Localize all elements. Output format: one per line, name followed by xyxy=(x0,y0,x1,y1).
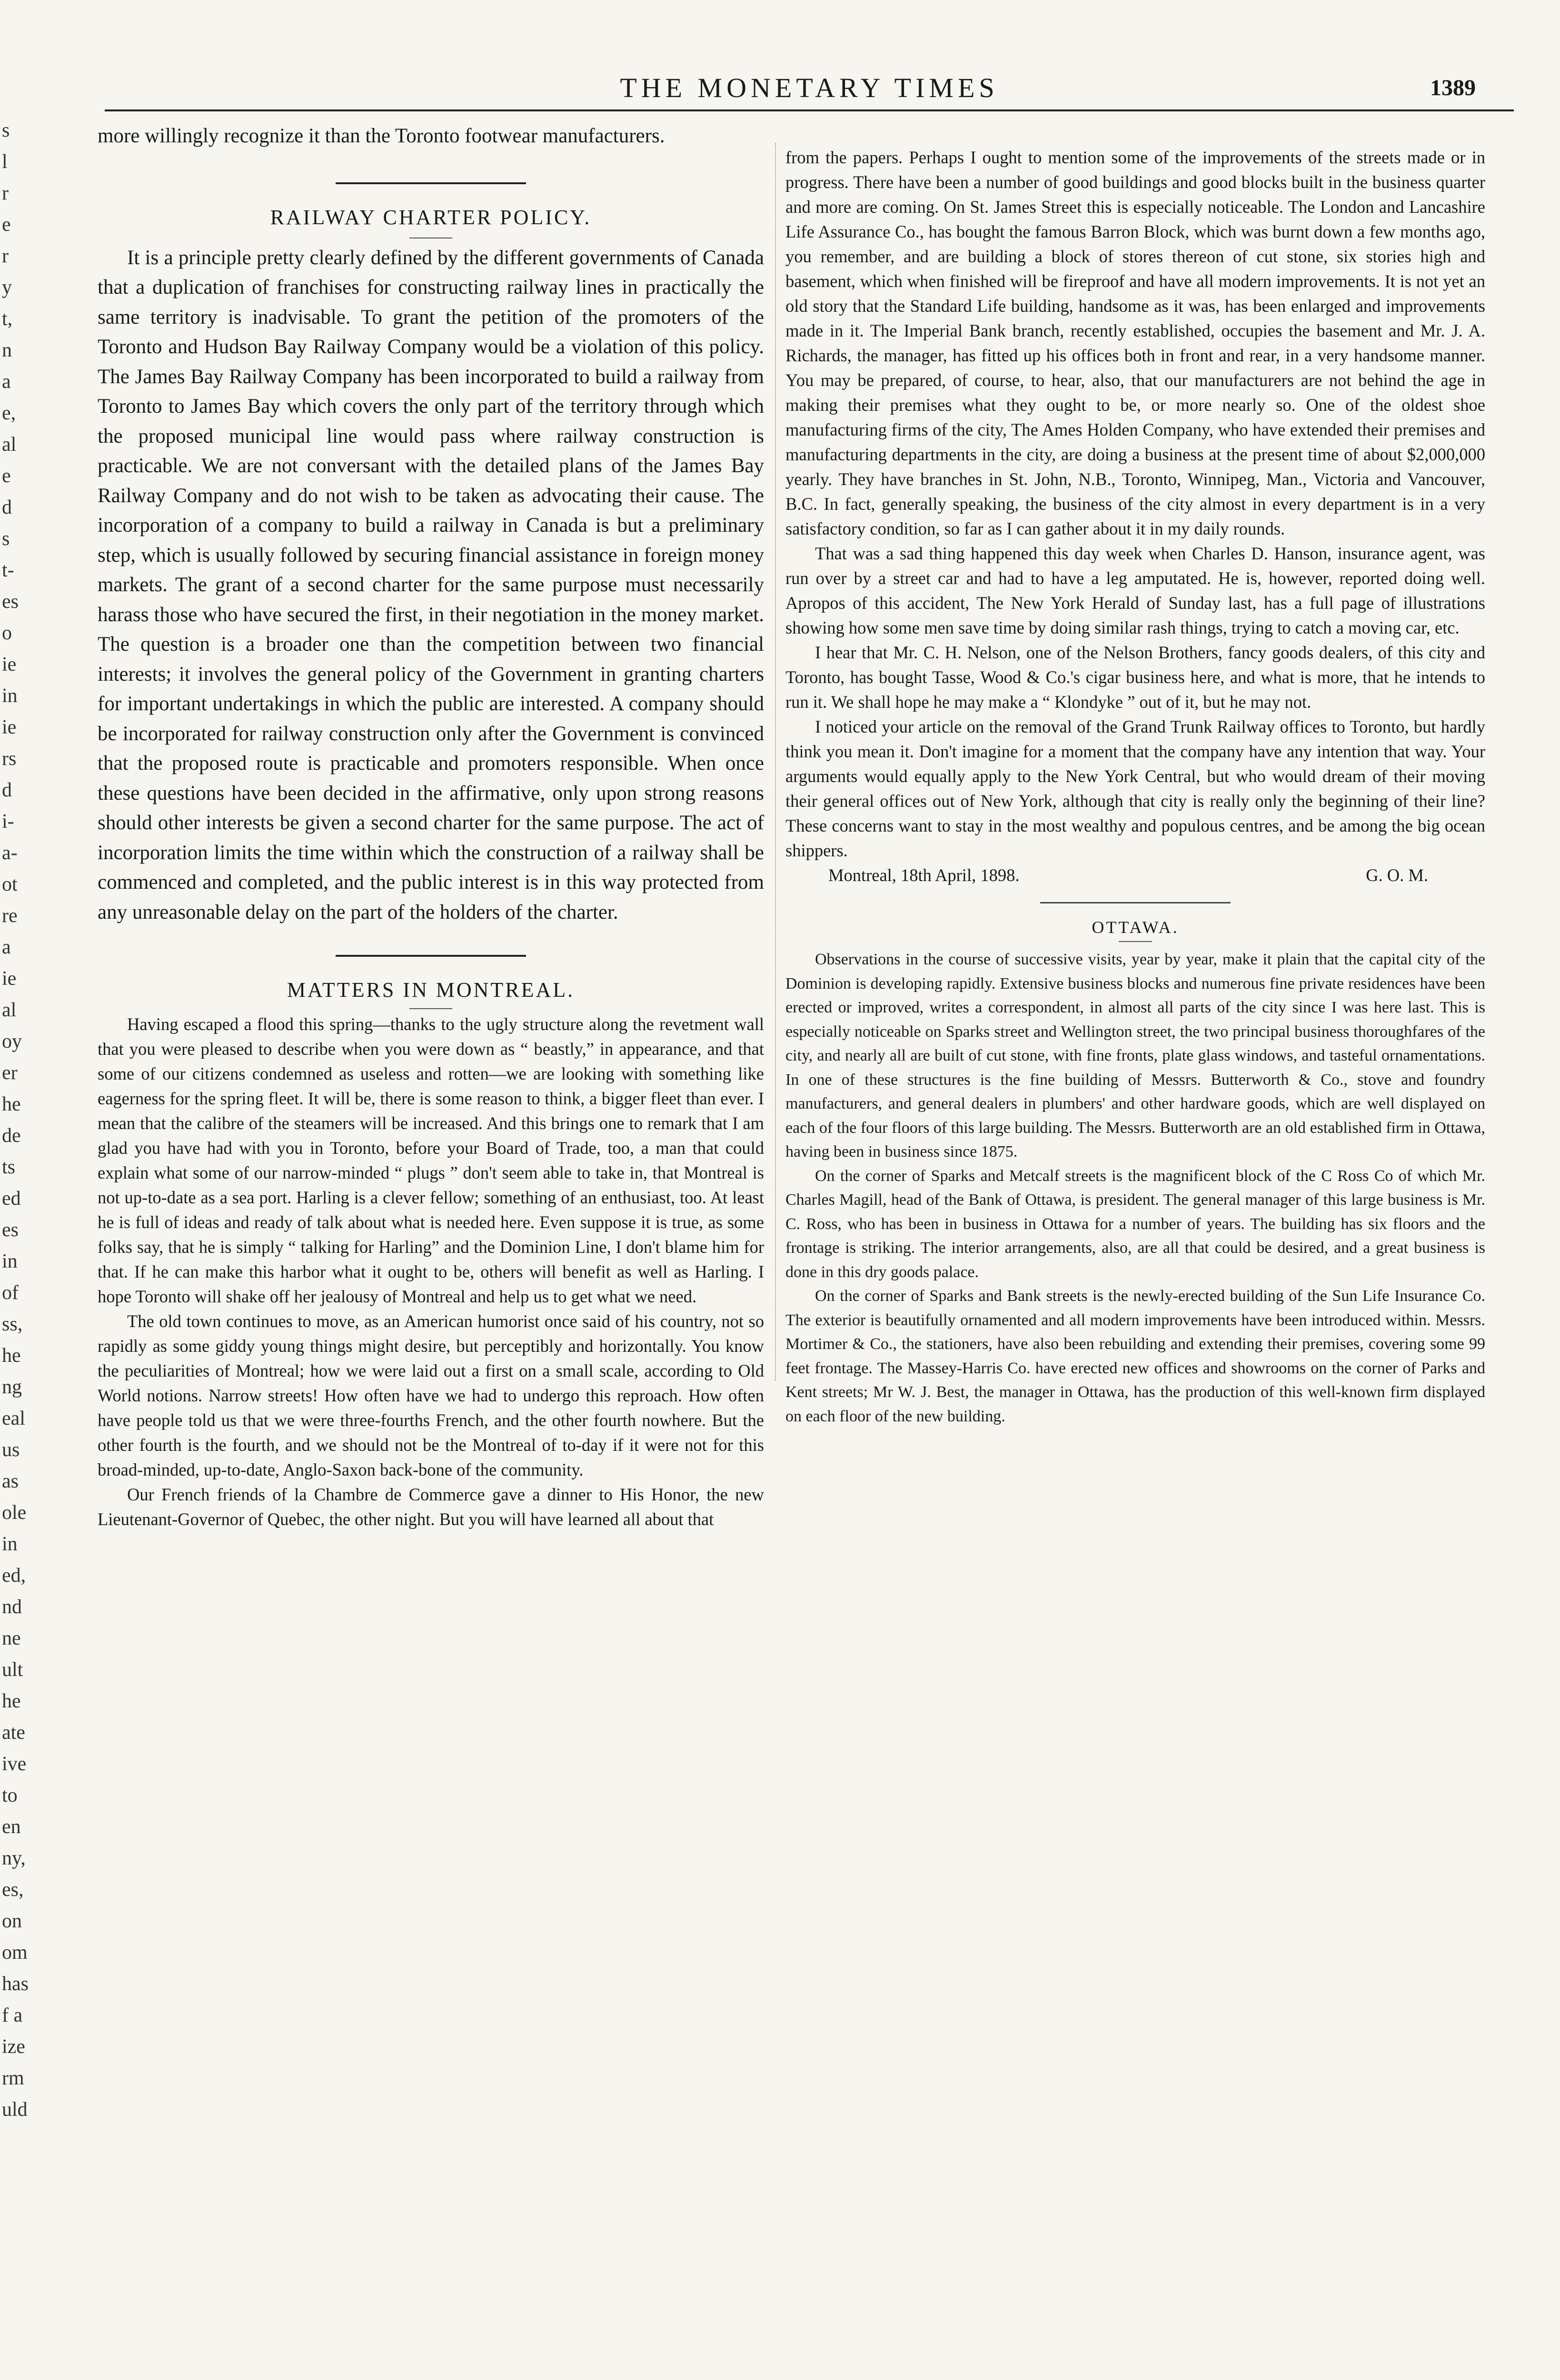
ottawa-paragraph: On the corner of Sparks and Metcalf streets is the magnificent block of the C Ross Co of which Mr. Charles Magill, head of the Bank of Ottawa, is president. The general manager of this large business is Mr. C. Ross, who has been in business in Ottawa for a number of years. The building has six floors and the frontage is striking. The interior arrangements, also, are all that could be desired, and a great business is done in this dry goods palace. xyxy=(785,1167,1485,1281)
margin-fragment: rm xyxy=(2,2067,24,2089)
margin-fragment: ed, xyxy=(2,1565,26,1587)
margin-fragment: to xyxy=(2,1785,18,1806)
margin-fragment: al xyxy=(2,999,17,1021)
ottawa-paragraph: On the corner of Sparks and Bank streets is the newly-erected building of the Sun Life Insurance Co. The exterior is beautifully ornamented and all modern improvements have been introduced within. Messrs. Mortimer & Co., the stationers, have also been rebuilding and extending their premises, covering some 99 feet frontage. The Massey-Harris Co. have erected new offices and showrooms on the corner of Parks and Kent streets; Mr W. J. Best, the manager in Ottawa, has the production of this well-known firm displayed on each floor of the new building. xyxy=(785,1287,1485,1425)
margin-fragment: of xyxy=(2,1282,19,1304)
margin-fragment: us xyxy=(2,1439,20,1461)
margin-fragment: ny, xyxy=(2,1847,26,1869)
ottawa-paragraph: Observations in the course of successive visits, year by year, make it plain that the capital city of the Dominion is developing rapidly. Extensive business blocks and numerous fine private residences have been erected or improved, writes a correspondent, in almost all parts of the city since I was here last. This is especially noticeable on Sparks street and Wellington street, the two principal business thoroughfares of the city, and nearly all are built of cut stone, with fine fronts, plate glass windows, and tasteful ornamentations. In one of these structures is the fine building of Messrs. Butterworth & Co., stove and foundry manufacturers, and general dealers in plumbers' and other hardware goods, which are well displayed on each of the four floors of this large building. The Messrs. Butterworth are an old established firm in Ottawa, having been in business since 1875. xyxy=(785,951,1485,1160)
margin-fragment: es xyxy=(2,1219,19,1241)
page-number: 1389 xyxy=(1430,75,1476,100)
margin-fragment: ot xyxy=(2,873,18,895)
margin-fragment: a xyxy=(2,936,11,958)
margin-fragment: om xyxy=(2,1942,28,1964)
margin-fragment: ie xyxy=(2,968,17,990)
margin-fragment: t, xyxy=(2,308,13,330)
margin-fragment: ng xyxy=(2,1376,22,1398)
margin-fragment: ult xyxy=(2,1659,23,1681)
margin-fragment: oy xyxy=(2,1031,22,1052)
margin-fragment: d xyxy=(2,496,12,518)
signature-initials: G. O. M. xyxy=(1366,865,1428,885)
margin-fragment: l xyxy=(2,151,8,173)
montreal-continued-paragraph: from the papers. Perhaps I ought to mention some of the improvements of the streets made or in progress. There have been a number of good buildings and good blocks built in the business quarter and more are coming. On St. James Street this is especially noticeable. The London and Lancashire Life Assurance Co., has bought the famous Barron Block, which was burnt down a few months ago, you remember, and are building a block of stores thereon of cut stone, six stories high and basement, which when finished will be fireproof and have all modern improvements. It is not yet an old story that the Standard Life building, handsome as it was, has been enlarged and improvements made in it. The Imperial Bank branch, recently established, occupies the basement and Mr. J. A. Richards, the manager, has fitted up his offices both in front and rear, in a very handsome manner. You may be prepared, of course, to hear, also, that our manufacturers are not behind the age in making their premises what they ought to be, or more nearly so. One of the oldest shoe manufacturing firms of the city, The Ames Holden Company, who have extended their premises and manufacturing departments in the city, are doing a business at the present time of about $2,000,000 yearly. They have branches in St. John, N.B., Toronto, Winnipeg, Man., Victoria and Vancouver, B.C. In fact, generally speaking, the business of the city almost in every department is in a very satisfactory condition, so far as I can gather about it in my daily rounds. xyxy=(785,148,1485,538)
margin-fragment: y xyxy=(2,277,12,298)
margin-fragment: nd xyxy=(2,1596,22,1618)
margin-fragment: re xyxy=(2,905,18,927)
column-divider xyxy=(775,143,776,1380)
signature-line xyxy=(785,863,1485,888)
margin-fragment: eal xyxy=(2,1408,25,1429)
railway-title: RAILWAY CHARTER POLICY. xyxy=(270,205,592,229)
margin-fragment: ive xyxy=(2,1753,27,1775)
margin-fragment: ie xyxy=(2,654,17,675)
margin-fragment: s xyxy=(2,119,10,141)
right-column xyxy=(785,121,1485,1428)
margin-fragment: on xyxy=(2,1910,22,1932)
masthead: THE MONETARY TIMES xyxy=(620,72,999,103)
margin-fragment: ize xyxy=(2,2036,25,2058)
railway-paragraph: It is a principle pretty clearly defined by the different governments of Canada that a duplication of franchises for constructing railway lines in practically the same territory is inadvisable. To grant the petition of the promoters of the Toronto and Hudson Bay Railway Company would be a violation of this policy. The James Bay Railway Company has been incorporated to build a railway from Toronto to James Bay which covers the only part of the territory through which the proposed municipal line would pass where railway construction is practicable. We are not conversant with the detailed plans of the James Bay Railway Company and do not wish to be taken as advocating their cause. The incorporation of a company to build a railway in Canada is but a preliminary step, which is usually followed by securing financial assistance in foreign money markets. The grant of a second charter for the same purpose must necessarily harass those who have secured the first, in their negotiation in the money market. The question is a broader one than the competition between two financial interests; it involves the general policy of the Government in granting charters for important undertakings in which the public are interested. A company should be incorporated for railway construction only after the Government is convinced that the proposed route is practicable and promoters responsible. When once these questions have been decided in the affirmative, only upon strong reasons should other interests be given a second charter for the same purpose. The act of incorporation limits the time within which the construction of a railway shall be commenced and completed, and the public interest is in this way protected from any unreasonable delay on the part of the holders of the charter. xyxy=(98,246,764,923)
margin-fragment: uld xyxy=(2,2099,28,2121)
margin-fragment: ole xyxy=(2,1502,27,1524)
margin-fragment: t- xyxy=(2,559,14,581)
left-column xyxy=(98,121,764,1532)
margin-fragment: ss, xyxy=(2,1313,23,1335)
margin-fragment: a xyxy=(2,371,11,393)
margin-fragment: has xyxy=(2,1973,29,1995)
montreal-paragraph: Our French friends of la Chambre de Commerce gave a dinner to His Honor, the new Lieutenant-Governor of Quebec, the other night. But you will have learned all about that xyxy=(98,1485,764,1529)
margin-fragment: in xyxy=(2,1250,18,1272)
margin-fragment: in xyxy=(2,1533,18,1555)
margin-fragment: ed xyxy=(2,1188,21,1210)
margin-fragment: es xyxy=(2,591,19,613)
margin-fragment: s xyxy=(2,528,10,550)
left-margin-fragments xyxy=(0,119,29,2356)
ottawa-title: OTTAWA. xyxy=(1092,918,1179,937)
margin-fragment: en xyxy=(2,1816,21,1838)
page-header xyxy=(95,71,1523,105)
margin-fragment: ts xyxy=(2,1156,16,1178)
margin-fragment: ate xyxy=(2,1722,25,1744)
margin-fragment: ie xyxy=(2,716,17,738)
margin-fragment: he xyxy=(2,1093,21,1115)
signature-place: Montreal, 18th April, 1898. xyxy=(828,865,1020,885)
margin-fragment: i- xyxy=(2,811,14,833)
margin-fragment: rs xyxy=(2,748,17,770)
margin-fragment: r xyxy=(2,245,9,267)
montreal-paragraph: Having escaped a flood this spring—thanks to the ugly structure along the revetment wall that you were pleased to describe when you were down as “ beastly,” in appearance, and that some of our citizens condemned as useless and rotten—we are looking with something like eagerness for the spring fleet. It will be, there is some reason to think, a bigger fleet than ever. I mean that the calibre of the steamers will be increased. And this brings one to remark that I am glad you have had with you in Toronto, before your Board of Trade, too, a man that could explain what some of our narrow-minded “ plugs ” don't seem able to take in, that Montreal is not up-to-date as a sea port. Harling is a clever fellow; something of an enthusiast, too. At least he is full of ideas and ready of talk about what is needed here. Even suppose it is true, as some folks say, that he is simply “ talking for Harling” and the Dominion Line, I don't blame him for that. If he can make this harbor what it ought to be, others will benefit as well as Harling. I hope Toronto will shake off her jealousy of Montreal and help us to get what we need. xyxy=(98,1014,764,1306)
montreal-continued-paragraph: I noticed your article on the removal of the Grand Trunk Railway offices to Toronto, but hardly think you mean it. Don't imagine for a moment that the company have any intention that way. Your arguments would equally apply to the New York Central, but who would dream of their moving their general offices out of New York, although that city is really only the beginning of their line? These concerns want to stay in the most wealthy and populous centres, and be among the big ocean shippers. xyxy=(785,717,1485,860)
header-rule xyxy=(105,109,1514,111)
margin-fragment: e xyxy=(2,465,11,487)
intro-paragraph: more willingly recognize it than the Toronto footwear manufacturers. xyxy=(98,125,665,147)
margin-fragment: he xyxy=(2,1345,21,1367)
margin-fragment: he xyxy=(2,1690,21,1712)
montreal-paragraph: The old town continues to move, as an American humorist once said of his country, not so rapidly as some giddy young things might desire, but perceptibly and horizontally. You know the peculiarities of Montreal; how we were laid out a first on a small scale, according to Old World notions. Narrow streets! How often have we had to undergo this reproach. How often have people told us that we were three-fourths French, and the other fourth nowhere. But the other fourth is the fourth, and we should not be the Montreal of to-day if it were not for this broad-minded, up-to-date, Anglo-Saxon back-bone of the community. xyxy=(98,1311,764,1479)
margin-fragment: n xyxy=(2,339,12,361)
margin-fragment: er xyxy=(2,1062,18,1084)
margin-fragment: a- xyxy=(2,842,18,864)
margin-fragment: e, xyxy=(2,402,16,424)
margin-fragment: as xyxy=(2,1470,19,1492)
margin-fragment: al xyxy=(2,434,17,456)
margin-fragment: de xyxy=(2,1125,21,1147)
margin-fragment: in xyxy=(2,685,18,707)
margin-fragment: d xyxy=(2,779,12,801)
montreal-continued-paragraph: That was a sad thing happened this day week when Charles D. Hanson, insurance agent, was run over by a street car and had to have a leg amputated. He is, however, reported doing well. Apropos of this accident, The New York Herald of Sunday last, has a full page of illustrations showing how some men save time by doing similar rash things, trying to catch a moving car, etc. xyxy=(785,544,1485,637)
margin-fragment: ne xyxy=(2,1627,21,1649)
margin-fragment: es, xyxy=(2,1879,24,1901)
margin-fragment: o xyxy=(2,622,12,644)
margin-fragment: e xyxy=(2,214,11,236)
montreal-continued-paragraph: I hear that Mr. C. H. Nelson, one of the Nelson Brothers, fancy goods dealers, of this city and Toronto, has bought Tasse, Wood & Co.'s cigar business here, and what is more, that he intends to run it. We shall hope he may make a “ Klondyke ” out of it, but he may not. xyxy=(785,643,1485,712)
margin-fragment: r xyxy=(2,182,9,204)
margin-fragment: f a xyxy=(2,2004,23,2026)
montreal-title: MATTERS IN MONTREAL. xyxy=(287,978,575,1002)
